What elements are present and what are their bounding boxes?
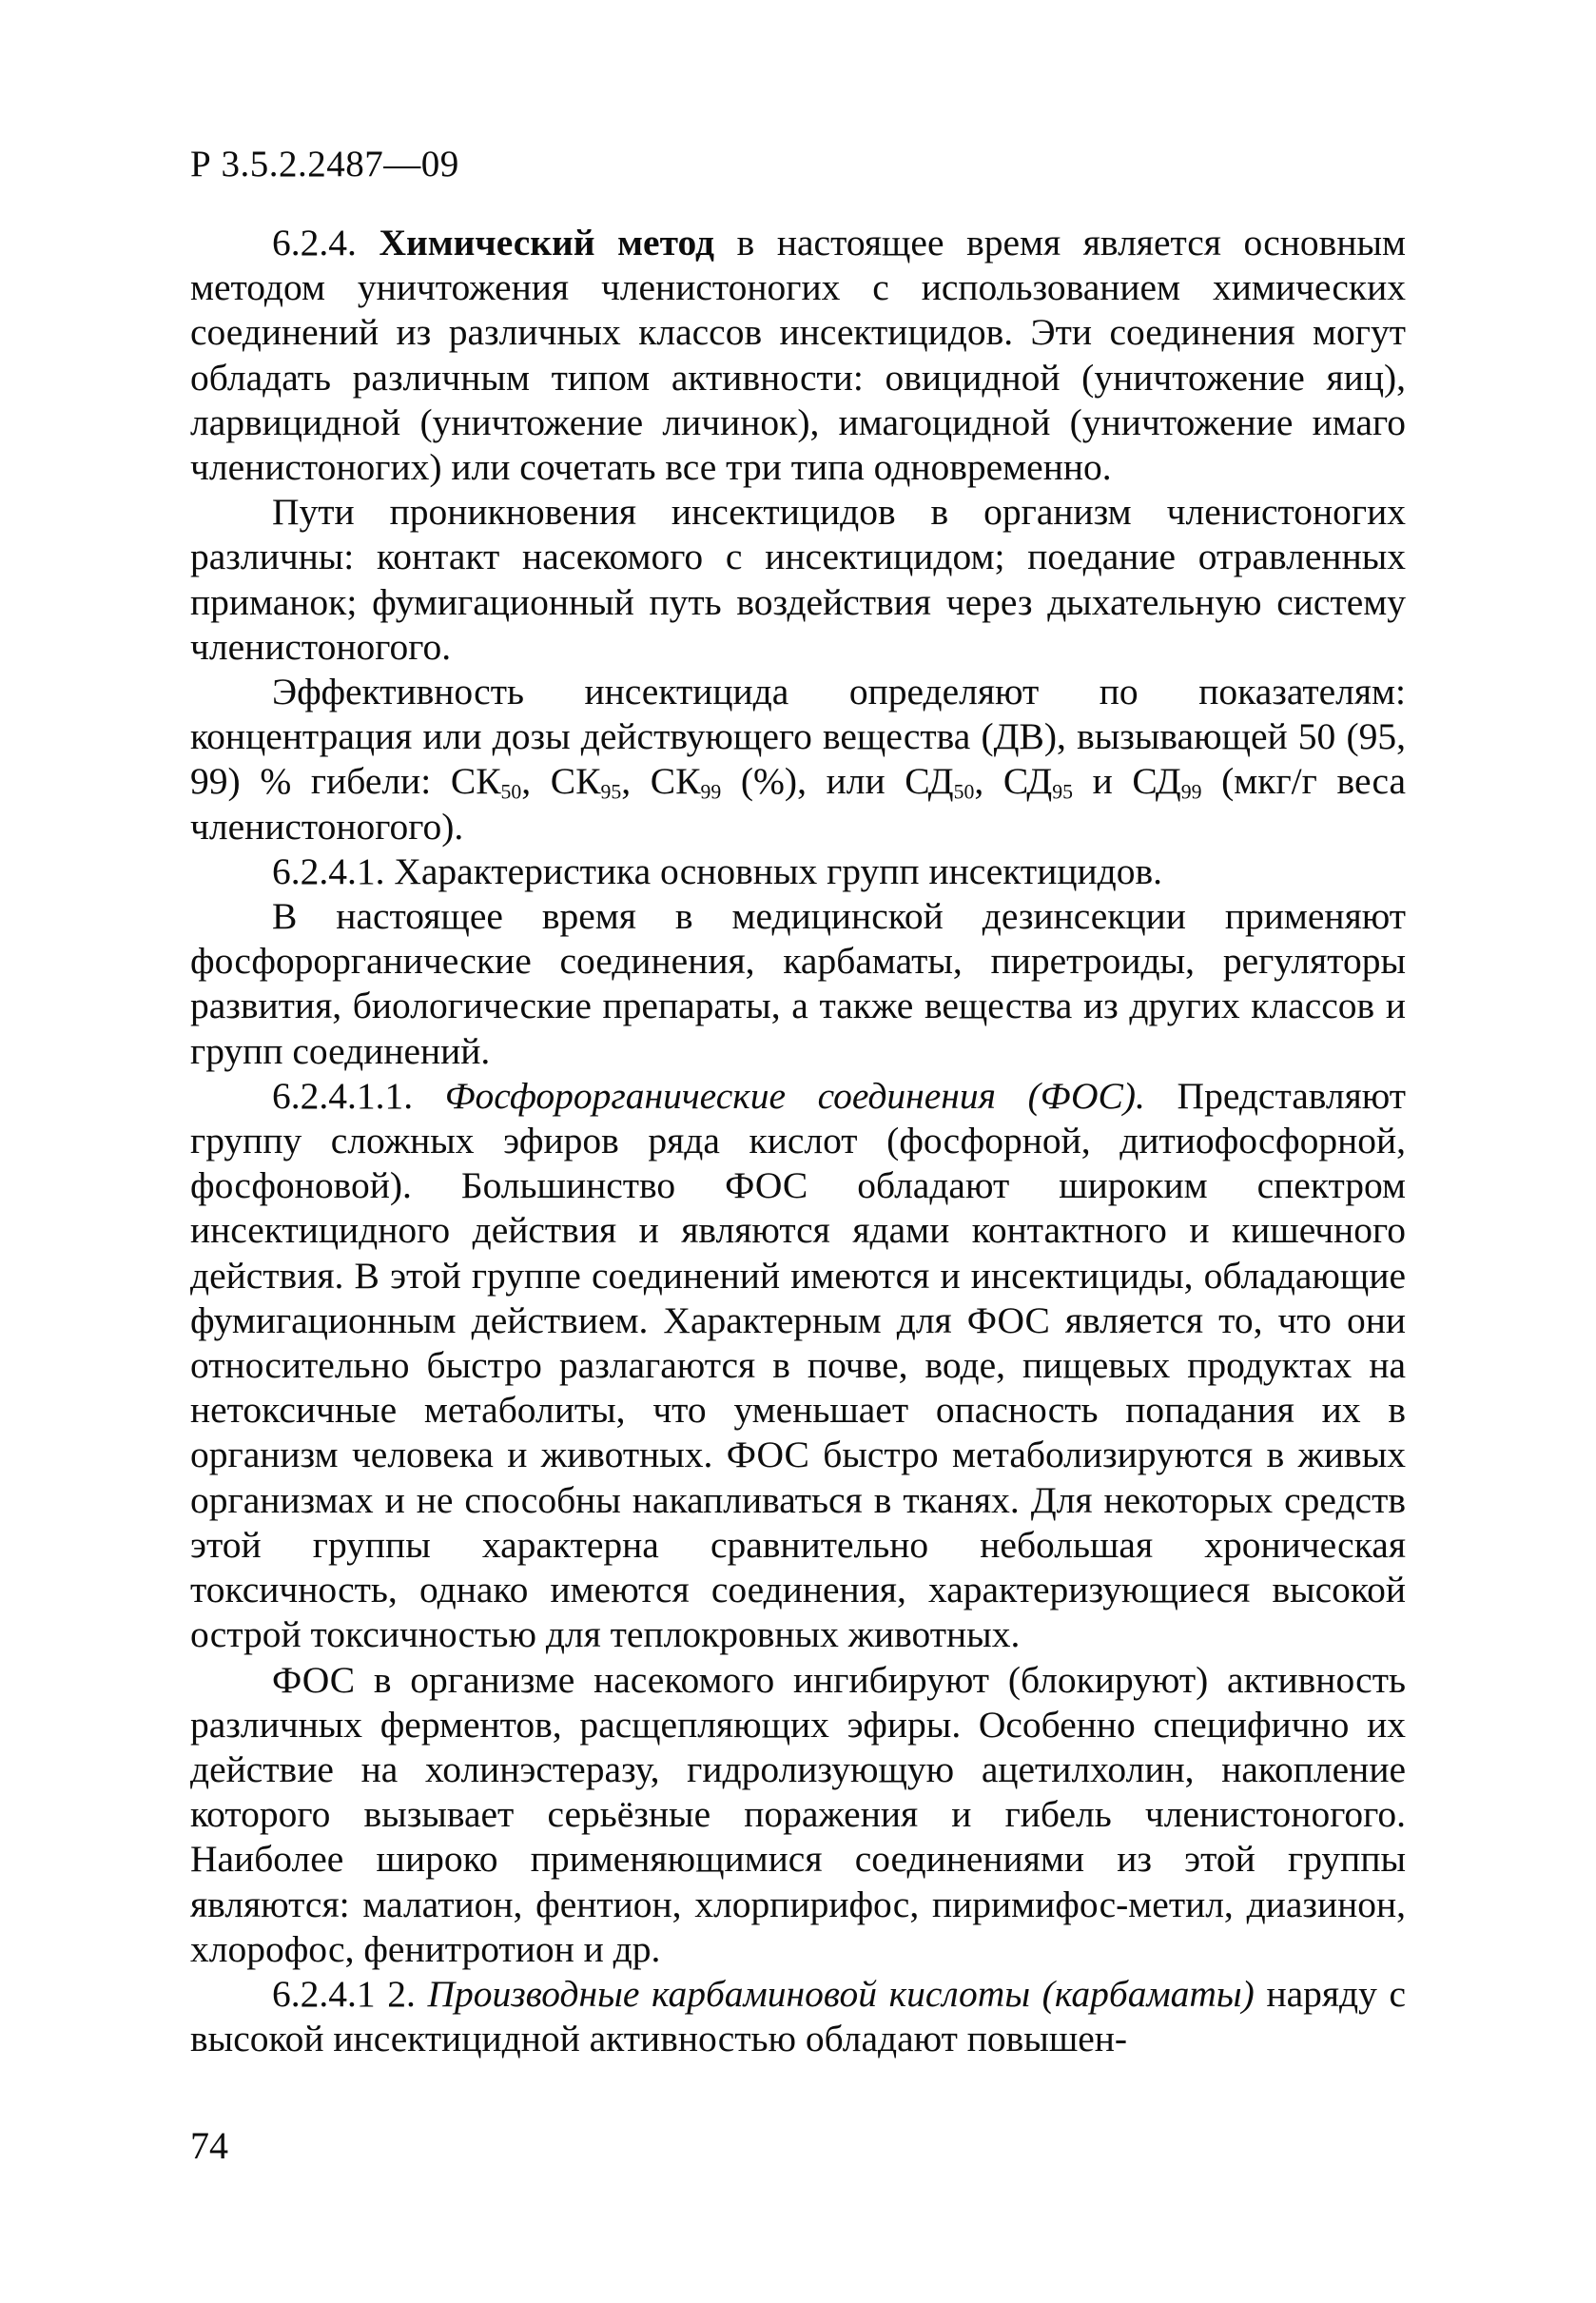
paragraph-text: , СК (521, 760, 601, 803)
paragraph-efficiency (190, 670, 1406, 849)
paragraph-6-2-4 (190, 221, 1406, 490)
paragraph-text: наряду с высокой инсектицидной активностью обладают повышен- (190, 1972, 1407, 2060)
paragraph-6-2-4-1-1 (190, 1074, 1406, 1658)
body-text (190, 221, 1406, 2061)
section-term: Производные карбаминовой кислоты (карбаматы) (427, 1972, 1255, 2015)
paragraph-text: в настоящее время является основным методом уничтожения членистоногих с использованием химических соединений из различных классов инсектицидов. Эти соединения могут обладать различным типом активности: овицидной (уничтожение яиц), ларвицидной (уничтожение личинок), имагоцидной (уничтожение имаго членистоногих) или сочетать все три типа одновременно. (190, 222, 1406, 489)
paragraph-text: (%), или СД (721, 760, 954, 803)
subscript: 50 (953, 780, 975, 804)
subscript: 95 (1052, 780, 1073, 804)
section-heading-6-2-4-1: 6.2.4.1. Характеристика основных групп инсектицидов. (272, 849, 1162, 892)
paragraph-text: (мкг/г веса членистоногого). (190, 760, 1407, 848)
subscript: 99 (700, 780, 722, 804)
section-term: Фосфорорганические соединения (ФОС). (444, 1074, 1145, 1117)
paragraph-text: Эффективность инсектицида определяют по показателям: концентрация или дозы действующего вещества (ДВ), вызывающей 50 (95, 99) % гибели: СК (190, 671, 1406, 803)
paragraph-text: , СД (974, 760, 1053, 803)
paragraph-text: , СК (621, 760, 701, 803)
section-number: 6.2.4.1 2. (272, 1972, 428, 2015)
paragraph-text: Представляют группу сложных эфиров ряда кислот (фосфорной, дитиофосфорной, фосфоновой). Большинство ФОС обладают широким спектром инсектицидного действия и являются ядами контактного и кишечного действия. В этой группе соединений имеются и инсектициды, обладающие фумигационным действием. Характерным для ФОС является то, что они относительно быстро разлагаются в почве, воде, пищевых продуктах на нетоксичные метаболиты, что уменьшает опасность попадания их в организм человека и животных. ФОС быстро метаболизируются в живых организмах и не способны накапливаться в тканях. Для некоторых средств этой группы характерна сравнительно небольшая хроническая токсичность, однако имеются соединения, характеризующиеся высокой острой токсичностью для теплокровных животных. (190, 1074, 1407, 1656)
subscript: 95 (600, 780, 622, 804)
paragraph-groups: В настоящее время в медицинской дезинсекции применяют фосфорорганические соединения, карбаматы, пиретроиды, регуляторы развития, биологические препараты, а также вещества из других классов и групп соединений. (190, 895, 1406, 1072)
paragraph-fos-action: ФОС в организме насекомого ингибируют (блокируют) активность различных ферментов, расщепляющих эфиры. Особенно специфично их действие на холинэстеразу, гидролизующую ацетилхолин, накопление которого вызывает серьёзные поражения и гибель членистоногого. Наиболее широко применяющимися соединениями из этой группы являются: малатион, фентион, хлорпирифос, пиримифос-метил, диазинон, хлорофос, фенитротион и др. (190, 1658, 1406, 1970)
paragraph-text: и СД (1072, 760, 1181, 803)
paragraph-6-2-4-1-2 (190, 1972, 1406, 2061)
document-code: Р 3.5.2.2487—09 (190, 144, 459, 185)
paragraph-routes: Пути проникновения инсектицидов в организм членистоногих различны: контакт насекомого с инсектицидом; поедание отравленных приманок; фумигационный путь воздействия через дыхательную систему членистоногого. (190, 491, 1406, 668)
subscript: 50 (500, 780, 522, 804)
subscript: 99 (1180, 780, 1202, 804)
section-number: 6.2.4. (272, 222, 380, 263)
section-term: Химический метод (379, 222, 715, 263)
page-number: 74 (190, 2124, 228, 2167)
section-number: 6.2.4.1.1. (272, 1074, 445, 1117)
